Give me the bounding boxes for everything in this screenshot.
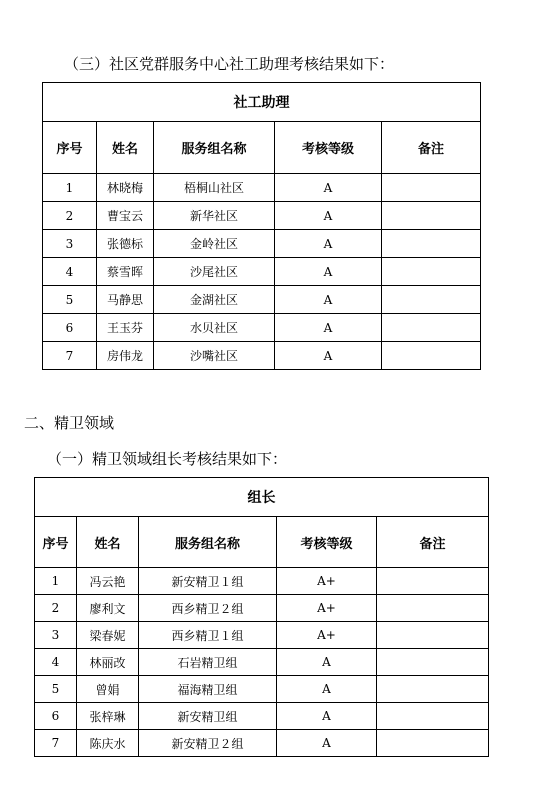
- table-row: [35, 595, 489, 622]
- cell-service-group: 沙尾社区: [154, 258, 275, 286]
- cell-name: 廖利文: [77, 595, 139, 622]
- section-mental-health-subheading: （一）精卫领域组长考核结果如下：: [47, 450, 288, 468]
- cell-service-group: 金湖社区: [154, 286, 275, 314]
- cell-index: 3: [35, 622, 77, 649]
- table-row: [43, 230, 481, 258]
- cell-grade: A: [275, 258, 382, 286]
- cell-name: 曹宝云: [97, 202, 154, 230]
- cell-index: 6: [35, 703, 77, 730]
- cell-grade: A: [277, 676, 377, 703]
- cell-grade: A: [277, 649, 377, 676]
- cell-service-group: 西乡精卫２组: [139, 595, 277, 622]
- section-social-worker-heading: （三）社区党群服务中心社工助理考核结果如下：: [64, 55, 395, 73]
- cell-grade: A+: [277, 622, 377, 649]
- cell-name: 蔡雪晖: [97, 258, 154, 286]
- table-row: [35, 649, 489, 676]
- table-row: [43, 174, 481, 202]
- column-header-remarks: 备注: [382, 122, 481, 174]
- cell-grade: A: [277, 703, 377, 730]
- cell-name: 马静思: [97, 286, 154, 314]
- cell-grade: A: [277, 730, 377, 757]
- table-row: [35, 703, 489, 730]
- cell-remarks: [377, 568, 489, 595]
- cell-name: 陈庆水: [77, 730, 139, 757]
- table-title: 组长: [35, 478, 489, 517]
- table-row: [43, 314, 481, 342]
- cell-grade: A: [275, 314, 382, 342]
- cell-service-group: 新华社区: [154, 202, 275, 230]
- cell-remarks: [382, 202, 481, 230]
- cell-remarks: [377, 649, 489, 676]
- cell-grade: A: [275, 230, 382, 258]
- section-mental-health-heading: 二、精卫领域: [24, 414, 115, 432]
- cell-name: 房伟龙: [97, 342, 154, 370]
- social-worker-assistant-table: [42, 82, 481, 370]
- cell-grade: A: [275, 342, 382, 370]
- cell-grade: A: [275, 286, 382, 314]
- cell-index: 5: [43, 286, 97, 314]
- cell-name: 张梓琳: [77, 703, 139, 730]
- column-header-grade: 考核等级: [277, 517, 377, 568]
- cell-name: 林晓梅: [97, 174, 154, 202]
- table-title: 社工助理: [43, 83, 481, 122]
- cell-remarks: [377, 622, 489, 649]
- cell-service-group: 新安精卫１组: [139, 568, 277, 595]
- cell-remarks: [382, 258, 481, 286]
- cell-index: 5: [35, 676, 77, 703]
- cell-index: 7: [35, 730, 77, 757]
- table-row: [35, 622, 489, 649]
- cell-remarks: [382, 314, 481, 342]
- team-leader-table: [34, 477, 489, 757]
- table-row: [35, 676, 489, 703]
- column-header-grade: 考核等级: [275, 122, 382, 174]
- column-header-index: 序号: [35, 517, 77, 568]
- cell-grade: A+: [277, 595, 377, 622]
- cell-service-group: 金岭社区: [154, 230, 275, 258]
- cell-remarks: [382, 342, 481, 370]
- cell-remarks: [382, 286, 481, 314]
- table-row: [43, 202, 481, 230]
- table-row: [43, 342, 481, 370]
- cell-remarks: [377, 703, 489, 730]
- cell-grade: A: [275, 174, 382, 202]
- cell-service-group: 梧桐山社区: [154, 174, 275, 202]
- cell-index: 7: [43, 342, 97, 370]
- cell-service-group: 石岩精卫组: [139, 649, 277, 676]
- cell-name: 林丽改: [77, 649, 139, 676]
- column-header-name: 姓名: [97, 122, 154, 174]
- cell-service-group: 沙嘴社区: [154, 342, 275, 370]
- cell-index: 1: [43, 174, 97, 202]
- column-header-name: 姓名: [77, 517, 139, 568]
- cell-name: 张德标: [97, 230, 154, 258]
- cell-service-group: 新安精卫组: [139, 703, 277, 730]
- cell-remarks: [382, 230, 481, 258]
- cell-index: 4: [43, 258, 97, 286]
- cell-index: 3: [43, 230, 97, 258]
- cell-index: 4: [35, 649, 77, 676]
- column-header-index: 序号: [43, 122, 97, 174]
- cell-index: 2: [35, 595, 77, 622]
- cell-service-group: 福海精卫组: [139, 676, 277, 703]
- cell-name: 王玉芬: [97, 314, 154, 342]
- cell-service-group: 新安精卫２组: [139, 730, 277, 757]
- cell-index: 2: [43, 202, 97, 230]
- table-row: [35, 568, 489, 595]
- column-header-service-group: 服务组名称: [154, 122, 275, 174]
- cell-name: 梁春妮: [77, 622, 139, 649]
- table-row: [43, 258, 481, 286]
- cell-name: 冯云艳: [77, 568, 139, 595]
- table-row: [35, 730, 489, 757]
- cell-service-group: 西乡精卫１组: [139, 622, 277, 649]
- cell-grade: A+: [277, 568, 377, 595]
- cell-remarks: [377, 676, 489, 703]
- cell-name: 曾娟: [77, 676, 139, 703]
- cell-index: 6: [43, 314, 97, 342]
- column-header-remarks: 备注: [377, 517, 489, 568]
- cell-service-group: 水贝社区: [154, 314, 275, 342]
- column-header-service-group: 服务组名称: [139, 517, 277, 568]
- cell-remarks: [377, 730, 489, 757]
- table-row: [43, 286, 481, 314]
- cell-grade: A: [275, 202, 382, 230]
- cell-index: 1: [35, 568, 77, 595]
- cell-remarks: [377, 595, 489, 622]
- cell-remarks: [382, 174, 481, 202]
